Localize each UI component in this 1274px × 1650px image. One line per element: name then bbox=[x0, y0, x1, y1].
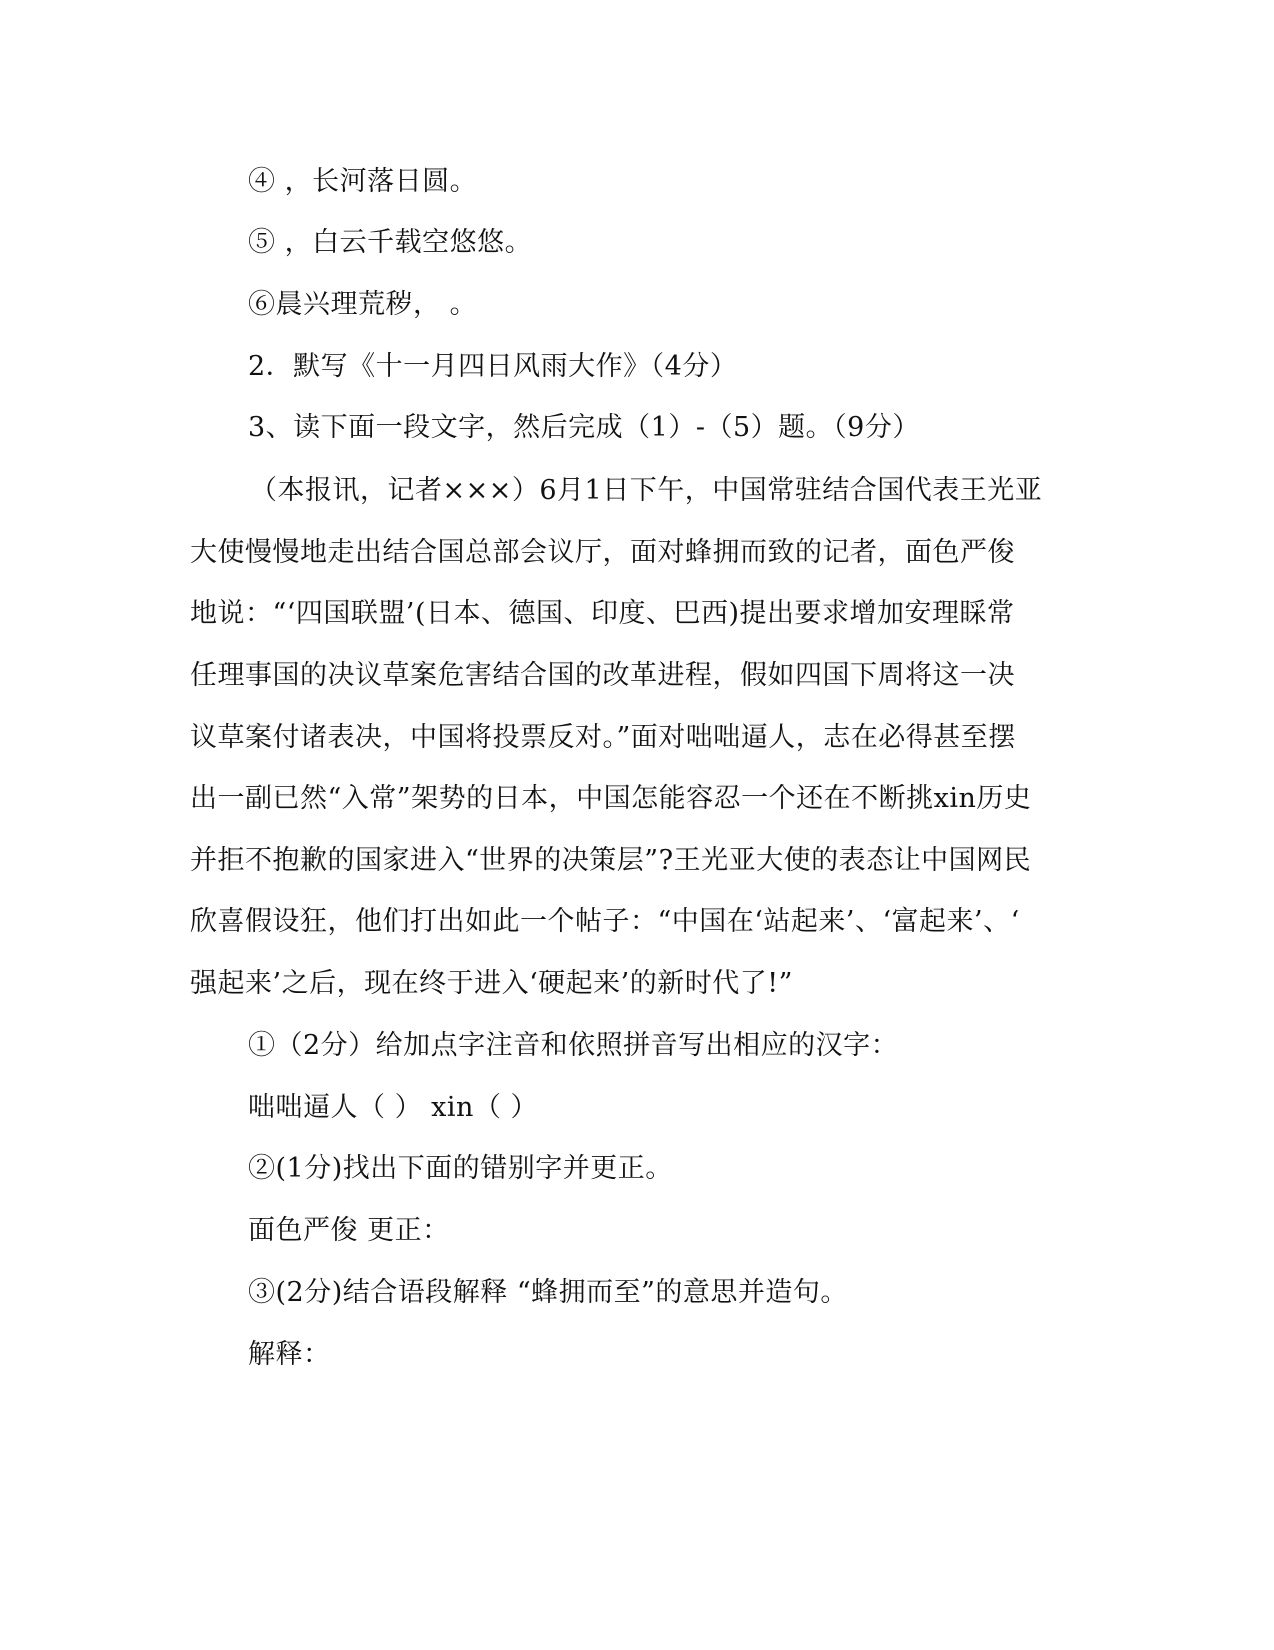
subquestion-3-explain: 解释： bbox=[248, 1339, 331, 1370]
poem-line-5: ⑤ ，白云千载空悠悠。 bbox=[248, 227, 533, 258]
subquestion-3: ③(2分)结合语段解释 “蜂拥而至”的意思并造句。 bbox=[248, 1277, 848, 1308]
subquestion-1-blanks: 咄咄逼人（ ） xin（ ） bbox=[248, 1092, 538, 1123]
passage-line: 出一副已然“入常”架势的日本，中国怎能容忍一个还在不断挑xin历史 bbox=[190, 783, 1032, 814]
subquestion-2-blank: 面色严俊 更正： bbox=[248, 1215, 450, 1246]
question-2: 2．默写《十一月四日风雨大作》（4分） bbox=[248, 351, 738, 382]
passage-line: （本报讯，记者×××）6月1日下午，中国常驻结合国代表王光亚 bbox=[250, 475, 1043, 506]
passage-line: 欣喜假设狂，他们打出如此一个帖子：“中国在‘站起来’、‘富起来’、‘ bbox=[190, 906, 1020, 937]
passage-line: 并拒不抱歉的国家进入“世界的决策层”?王光亚大使的表态让中国网民 bbox=[190, 845, 1032, 876]
subquestion-2: ②(1分)找出下面的错别字并更正。 bbox=[248, 1153, 673, 1184]
passage-line: 地说：“‘四国联盟’(日本、德国、印度、巴西)提出要求增加安理睬常 bbox=[190, 598, 1015, 629]
poem-line-6: ⑥晨兴理荒秽， 。 bbox=[248, 289, 478, 320]
poem-line-4: ④ ，长河落日圆。 bbox=[248, 166, 478, 197]
passage-line: 大使慢慢地走出结合国总部会议厅，面对蜂拥而致的记者，面色严俊 bbox=[190, 537, 1015, 568]
passage-line: 强起来’之后，现在终于进入‘硬起来’的新时代了!” bbox=[190, 968, 793, 999]
passage-line: 任理事国的决议草案危害结合国的改革进程，假如四国下周将这一决 bbox=[190, 660, 1015, 691]
passage-line: 议草案付诸表决，中国将投票反对。”面对咄咄逼人，志在必得甚至摆 bbox=[190, 722, 1016, 753]
question-3: 3、读下面一段文字，然后完成（1）-（5）题。（9分） bbox=[248, 412, 920, 443]
subquestion-1: ①（2分）给加点字注音和依照拼音写出相应的汉字： bbox=[248, 1030, 899, 1061]
